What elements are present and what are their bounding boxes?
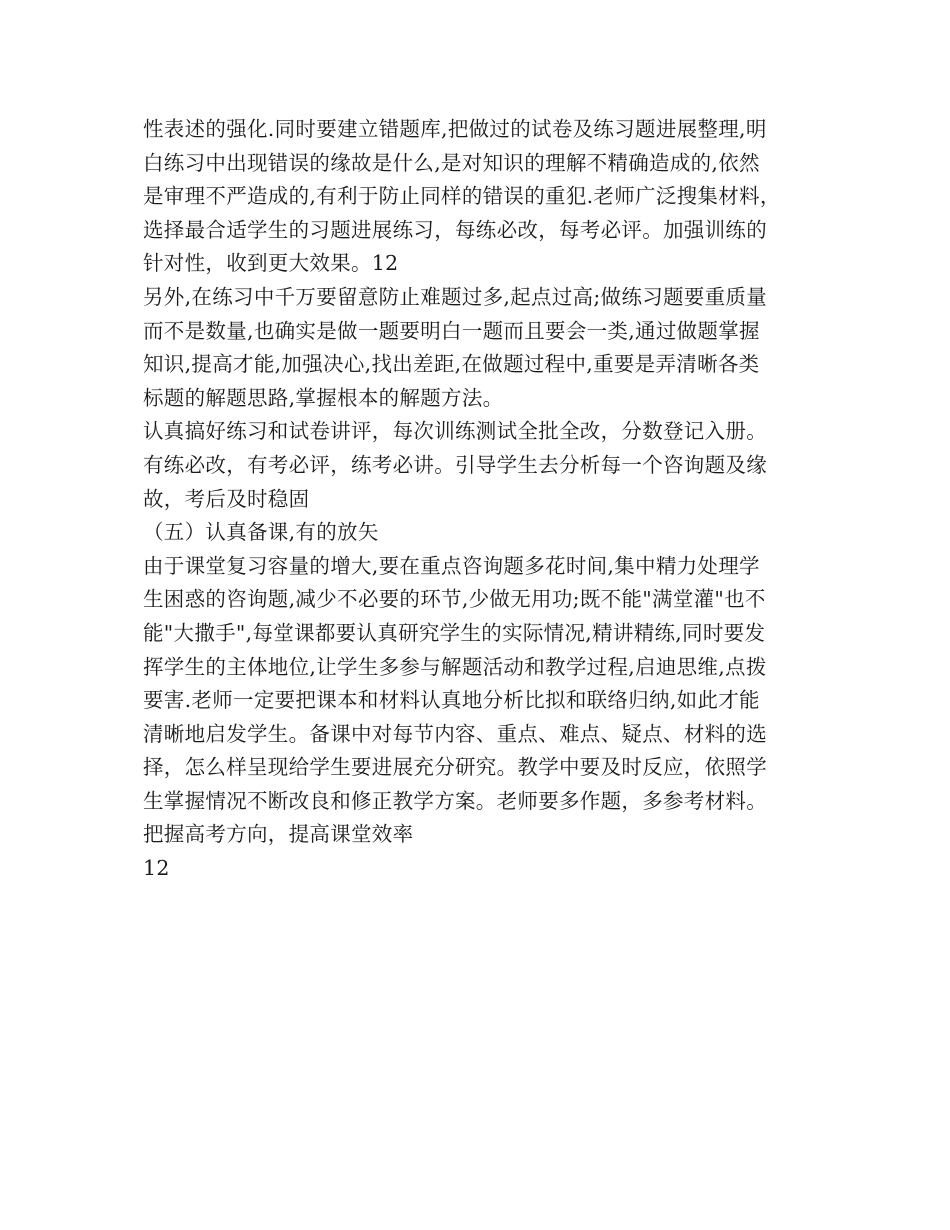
text-line: 针对性，收到更大效果。12	[143, 251, 399, 276]
section-heading: （五）认真备课,有的放矢	[143, 520, 379, 545]
text-line: 生困惑的咨询题,减少不必要的环节,少做无用功;既不能"满堂灌"也不	[143, 587, 766, 612]
text-line: 是审理不严造成的,有利于防止同样的错误的重犯.老师广泛搜集材料，	[143, 184, 781, 209]
document-body	[143, 113, 823, 886]
text-line: 生掌握情况不断改良和修正教学方案。老师要多作题，多参考材料。	[143, 788, 767, 813]
text-line: 能"大撒手",每堂课都要认真研究学生的实际情况,精讲精练,同时要发	[143, 620, 766, 645]
text-line: 性表述的强化.同时要建立错题库,把做过的试卷及练习题进展整理,明	[143, 117, 767, 141]
text-line: 故，考后及时稳固	[143, 486, 310, 511]
text-line: 把握高考方向，提高课堂效率	[143, 822, 414, 847]
text-line: 择，怎么样呈现给学生要进展充分研究。教学中要及时反应，依照学	[143, 755, 767, 780]
text-line: 要害.老师一定要把课本和材料认真地分析比拟和联络归纳,如此才能	[143, 688, 760, 713]
text-line: 挥学生的主体地位,让学生多参与解题活动和教学过程,启迪思维,点拨	[143, 654, 767, 679]
text-line: 标题的解题思路,掌握根本的解题方法。	[143, 385, 504, 410]
text-line: 认真搞好练习和试卷讲评，每次训练测试全批全改，分数登记入册。	[143, 419, 767, 444]
text-line: 选择最合适学生的习题进展练习，每练必改，每考必评。加强训练的	[143, 217, 767, 242]
text-line: 清晰地启发学生。备课中对每节内容、重点、难点、疑点、材料的选	[143, 721, 767, 746]
text-line: 由于课堂复习容量的增大,要在重点咨询题多花时间,集中精力处理学	[143, 553, 760, 578]
text-line: 知识,提高才能,加强决心,找出差距,在做题过程中,重要是弄清晰各类	[143, 352, 760, 377]
page-number: 12	[143, 856, 170, 881]
text-line: 有练必改，有考必评，练考必讲。引导学生去分析每一个咨询题及缘	[143, 452, 767, 477]
text-line: 白练习中出现错误的缘故是什么,是对知识的理解不精确造成的,依然	[143, 150, 760, 175]
text-line: 而不是数量,也确实是做一题要明白一题而且要会一类,通过做题掌握	[143, 318, 760, 343]
text-line: 另外,在练习中千万要留意防止难题过多,起点过高;做练习题要重质量	[143, 284, 768, 309]
